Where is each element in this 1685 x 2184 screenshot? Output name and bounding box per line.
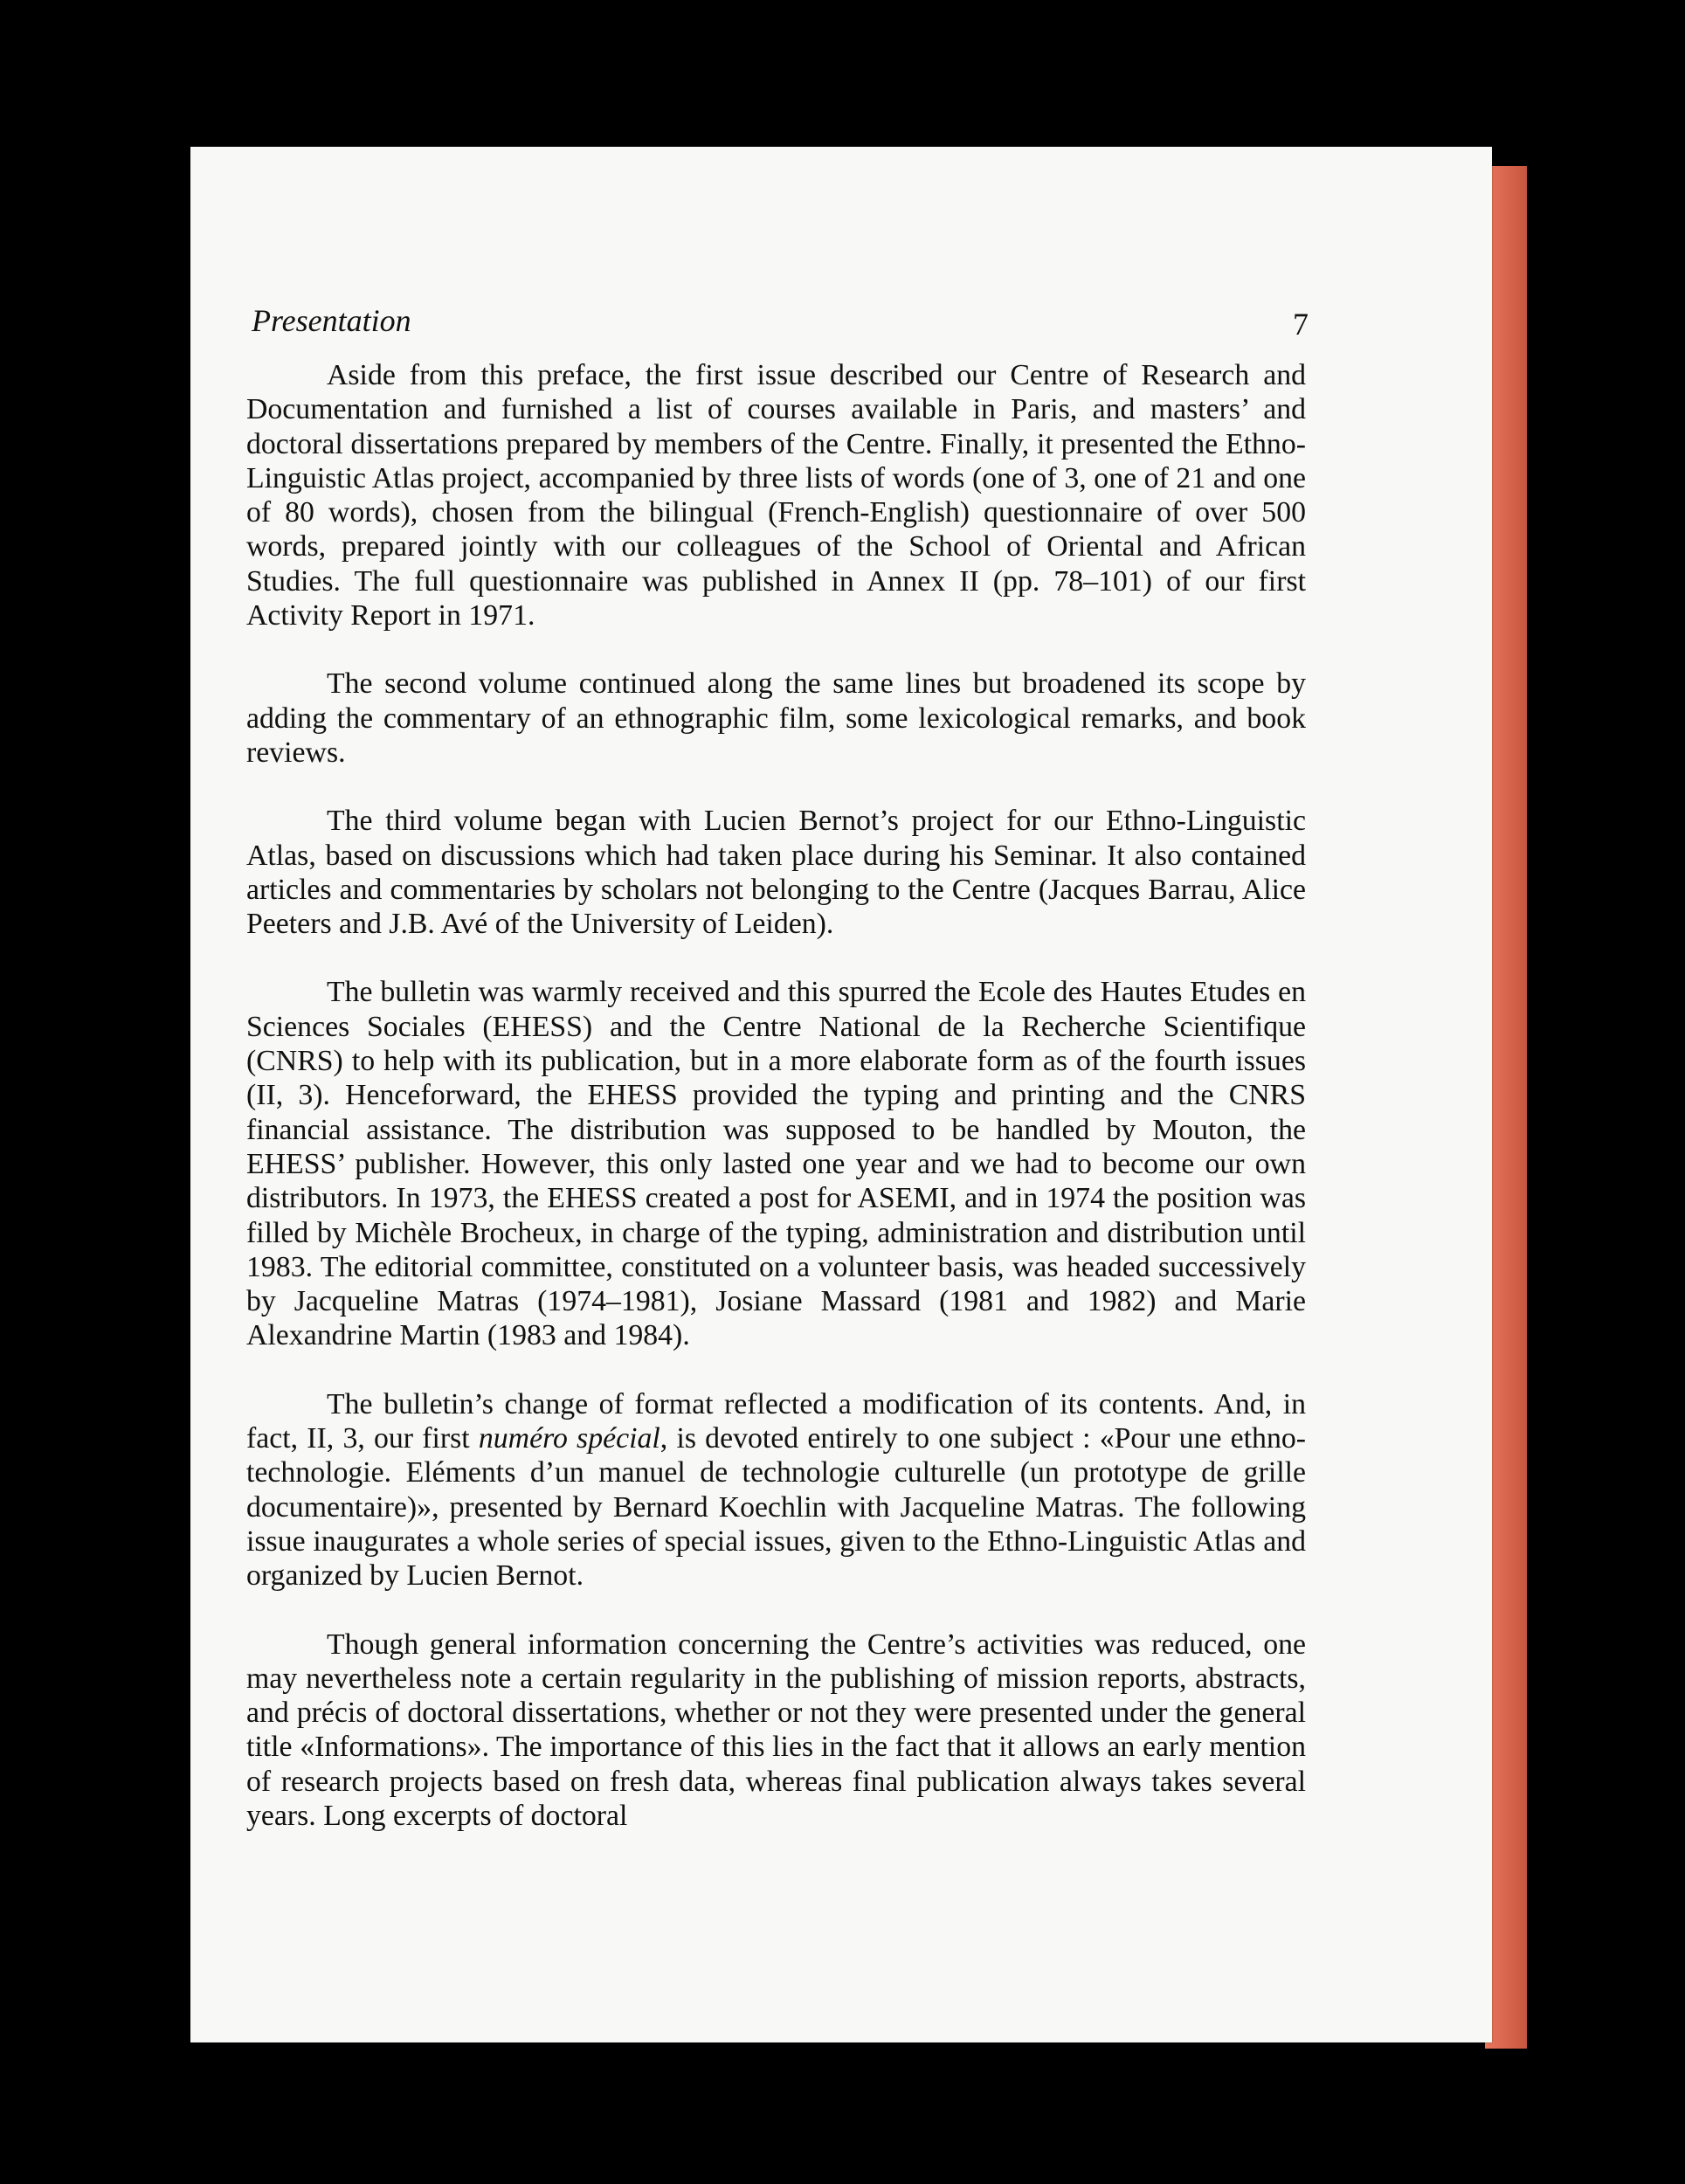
section-title: Presentation <box>252 303 411 338</box>
book-page <box>190 147 1492 2042</box>
body-text <box>246 358 1306 1833</box>
running-header <box>252 302 1309 346</box>
paragraph-1: Aside from this preface, the first issue described our Centre of Research and Documentation and furnished a list of courses available in Paris, and masters’ and doctoral dissertations prepared by members of the Centre. Finally, it presented the Ethno-Linguistic Atlas project, accompanied by three lists of words (one of 3, one of 21 and one of 80 words), chosen from the bilingual (French-English) questionnaire of over 500 words, prepared jointly with our colleagues of the School of Oriental and African Studies. The full questionnaire was published in Annex II (pp. 78–101) of our first Activity Report in 1971. <box>246 359 1306 632</box>
paragraph-4: The bulletin was warmly received and this spurred the Ecole des Hautes Etudes en Sciences Sociales (EHESS) and the Centre National de la Recherche Scientifique (CNRS) to help with its publication, but in a more elaborate form as of the fourth issues (II, 3). Henceforward, the EHESS provided the typing and printing and the CNRS financial assistance. The distribution was supposed to be handled by Mouton, the EHESS’ publisher. However, this only lasted one year and we had to become our own distributors. In 1973, the EHESS created a post for ASEMI, and in 1974 the position was filled by Michèle Brocheux, in charge of the typing, administration and distribution until 1983. The editorial committee, constituted on a volunteer basis, was headed successively by Jacqueline Matras (1974–1981), Josiane Massard (1981 and 1982) and Marie Alexandrine Martin (1983 and 1984). <box>246 976 1306 1352</box>
paragraph-5 <box>246 1387 1306 1593</box>
italic-term: numéro spécial <box>478 1422 660 1455</box>
page-number: 7 <box>1293 307 1309 342</box>
paragraph-5-part-1: The bulletin’s change of format reflected a modification of its contents. And, in fact, II, 3, our first <box>246 1387 1306 1455</box>
paragraph-6: Though general information concerning the Centre’s activities was reduced, one may nevertheless note a certain regularity in the publishing of mission reports, abstracts, and précis of doctoral dissertations, whether or not they were presented under the general title «Informations». The importance of this lies in the fact that it allows an early mention of research projects based on fresh data, whereas final publication always takes several years. Long excerpts of doctoral <box>246 1628 1306 1832</box>
paragraph-2: The second volume continued along the same lines but broadened its scope by adding the commentary of an ethnographic film, some lexicological remarks, and book reviews. <box>246 667 1306 769</box>
paragraph-5-part-2: , is devoted entirely to one subject : «Pour une ethno-technologie. Eléments d’un manuel de technologie culturelle (un prototype de grille documentaire)», presented by Bernard Koechlin with Jacqueline Matras. The following issue inaugurates a whole series of special issues, given to the Ethno-Linguistic Atlas and organized by Lucien Bernot. <box>246 1422 1307 1593</box>
paragraph-3: The third volume began with Lucien Bernot’s project for our Ethno-Linguistic Atlas, based on discussions which had taken place during his Seminar. It also contained articles and commentaries by scholars not belonging to the Centre (Jacques Barrau, Alice Peeters and J.B. Avé of the University of Leiden). <box>246 805 1306 941</box>
